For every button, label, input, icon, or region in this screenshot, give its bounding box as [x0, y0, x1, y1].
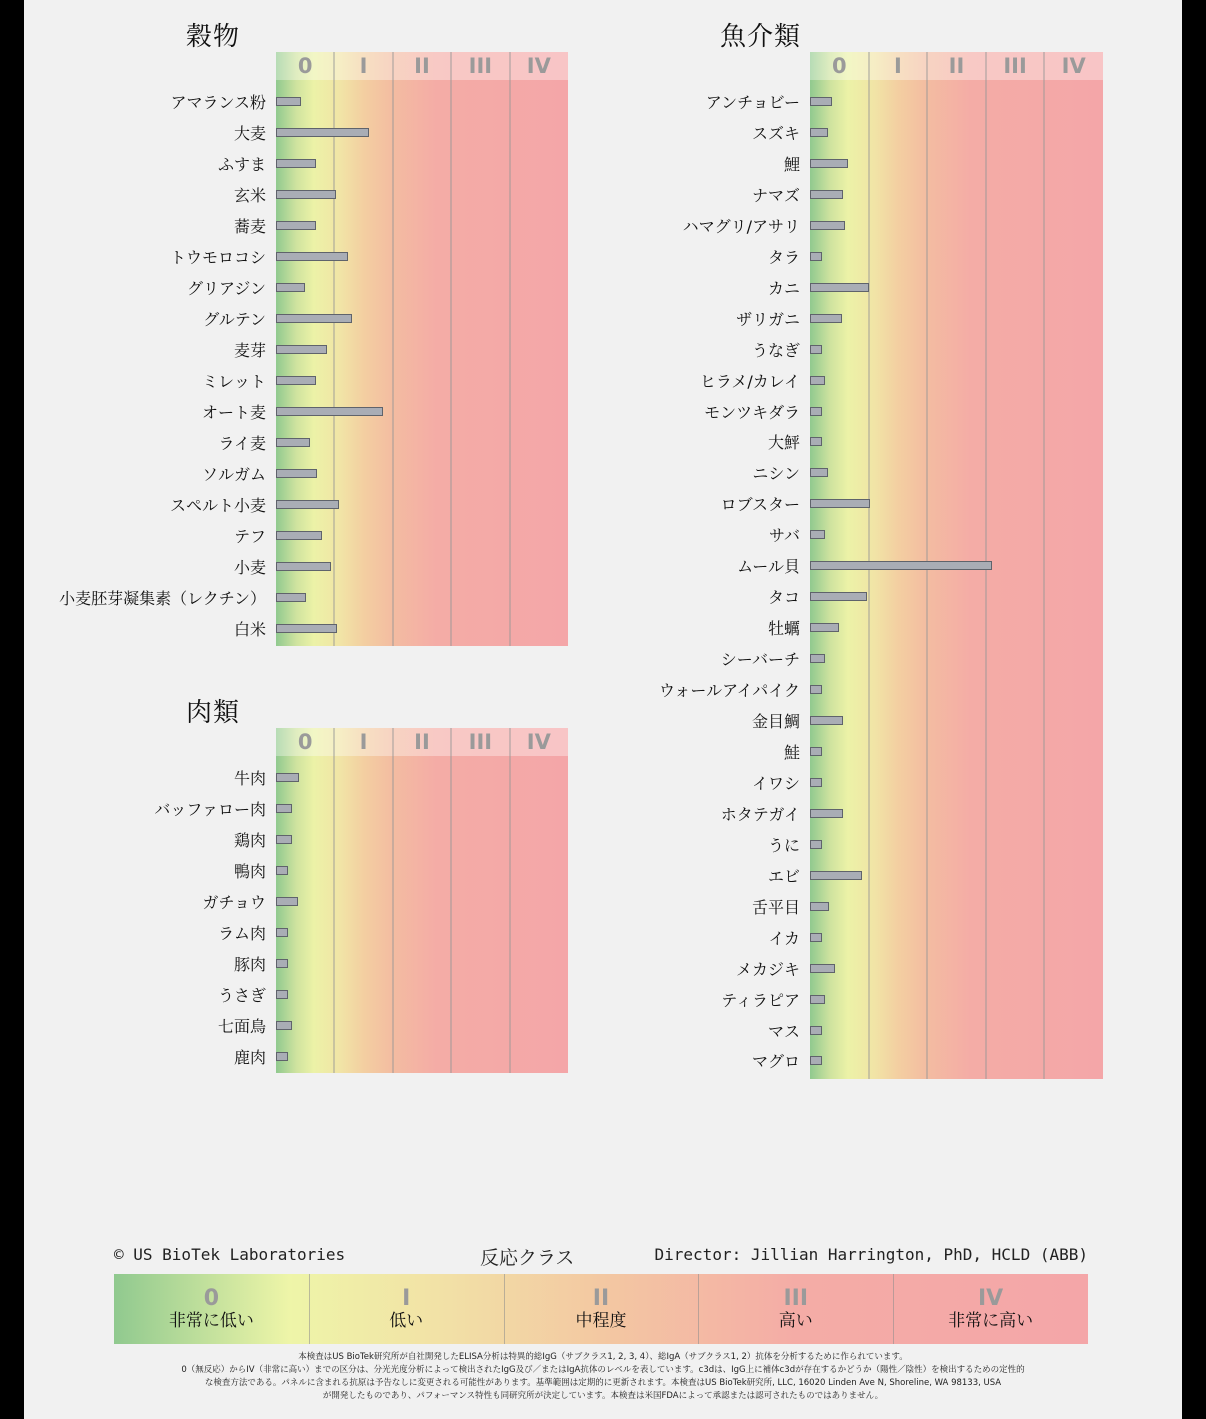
category-label: 鯉	[783, 154, 800, 174]
class-divider	[333, 728, 335, 1073]
category-label: 大鮃	[767, 433, 800, 453]
category-label: うさぎ	[217, 986, 266, 1005]
legend-class-numeral: III	[783, 1286, 809, 1311]
legend-item	[698, 1274, 893, 1344]
category-label: ナマズ	[751, 185, 800, 205]
bar	[276, 97, 301, 106]
bar	[810, 97, 832, 106]
class-divider	[509, 728, 511, 1073]
category-label: ハマグリ/アサリ	[682, 216, 800, 236]
report-page	[24, 0, 1182, 1419]
category-label: ニシン	[752, 464, 800, 484]
bar	[276, 804, 292, 813]
category-label: イワシ	[751, 773, 800, 793]
category-label: イカ	[768, 928, 800, 948]
bar	[810, 345, 822, 354]
bar	[810, 314, 842, 323]
bar	[276, 959, 288, 968]
bar	[276, 345, 327, 354]
bar	[276, 190, 336, 199]
class-label-III: III	[1003, 54, 1027, 78]
bar	[276, 159, 316, 168]
bar	[810, 840, 822, 849]
category-label: 麦芽	[233, 341, 266, 360]
class-divider	[509, 52, 511, 646]
category-label: マグロ	[751, 1052, 800, 1072]
category-label: 舌平目	[751, 897, 800, 917]
bar	[276, 1052, 288, 1061]
category-label: アマランス粉	[170, 93, 266, 112]
category-label: ザリガニ	[736, 309, 800, 329]
bar	[276, 866, 288, 875]
bar	[276, 469, 317, 478]
category-label: 小麦胚芽凝集素（レクチン）	[59, 589, 266, 608]
class-label-0: 0	[297, 730, 313, 754]
category-label: スペルト小麦	[169, 496, 266, 515]
class-label-I: I	[359, 730, 368, 754]
category-label: ライ麦	[218, 434, 266, 453]
legend-item	[504, 1274, 699, 1344]
bar	[810, 376, 825, 385]
category-label: マス	[767, 1021, 800, 1041]
category-label: ホタテガイ	[720, 804, 800, 824]
bar	[276, 376, 316, 385]
bar	[810, 623, 839, 632]
bar	[810, 1026, 822, 1035]
meat-chart	[154, 728, 568, 1073]
seafood-title: 魚介類	[720, 22, 802, 52]
category-label: 鮭	[783, 742, 800, 762]
bar	[810, 283, 869, 292]
meat-title: 肉類	[186, 698, 241, 728]
bar	[276, 562, 331, 571]
class-label-0: 0	[297, 54, 313, 78]
category-label: 鹿肉	[233, 1048, 266, 1067]
bar	[810, 592, 867, 601]
bar	[810, 407, 822, 416]
legend-divider	[893, 1274, 894, 1344]
category-label: エビ	[767, 866, 800, 886]
legend-class-numeral: II	[592, 1286, 610, 1311]
reaction-class-legend	[114, 1274, 1088, 1344]
category-label: ガチョウ	[202, 893, 266, 912]
class-label-I: I	[893, 54, 902, 78]
category-label: 玄米	[233, 186, 266, 205]
class-label-III: III	[468, 54, 493, 78]
bar	[810, 747, 822, 756]
bar	[810, 159, 848, 168]
category-label: バッファロー肉	[154, 800, 266, 819]
bar	[276, 438, 310, 447]
class-label-IV: IV	[1061, 54, 1086, 78]
bar	[810, 809, 843, 818]
category-label: ティラピア	[721, 990, 800, 1010]
category-label: ムール貝	[737, 557, 800, 577]
category-label: タラ	[767, 247, 800, 267]
category-label: ふすま	[217, 155, 266, 174]
bar	[810, 654, 825, 663]
class-label-II: II	[948, 54, 965, 78]
category-label: 大麦	[233, 124, 266, 143]
legend-divider	[309, 1274, 310, 1344]
class-divider	[333, 52, 335, 646]
bar	[276, 624, 337, 633]
bar	[276, 407, 383, 416]
category-label: 蕎麦	[233, 217, 266, 236]
bar	[276, 773, 299, 782]
bar	[276, 283, 305, 292]
category-label: メカジキ	[735, 959, 800, 979]
bar	[810, 561, 992, 570]
bar	[276, 897, 298, 906]
category-label: 牛肉	[233, 769, 266, 788]
class-label-I: I	[359, 54, 368, 78]
category-label: モンツキダラ	[704, 402, 800, 422]
legend-class-numeral: I	[402, 1286, 411, 1311]
category-label: サバ	[768, 526, 800, 546]
category-label: アンチョビー	[705, 93, 800, 112]
category-label: 小麦	[233, 558, 266, 577]
category-label: ウォールアイパイク	[659, 681, 800, 701]
disclaimer-line: な検査方法である。パネルに含まれる抗原は予告なしに変更される可能性があります。基準範囲は定期的に更新されます。本検査はUS BioTek研究所, LLC, 16020 Linden Ave N, Shoreline, WA 98133, USA	[204, 1378, 1002, 1388]
bar	[810, 902, 829, 911]
legend-class-label: 中程度	[575, 1311, 627, 1331]
class-label-II: II	[414, 54, 430, 78]
bar	[810, 499, 870, 508]
legend-class-numeral: 0	[203, 1286, 220, 1311]
legend-divider	[698, 1274, 699, 1344]
category-label: 牡蠣	[767, 619, 800, 639]
legend-class-numeral: IV	[977, 1286, 1004, 1311]
bar	[276, 593, 306, 602]
legend-title: 反応クラス	[480, 1247, 575, 1269]
bar	[276, 500, 339, 509]
category-label: ソルガム	[201, 465, 266, 484]
bar	[276, 990, 288, 999]
class-label-IV: IV	[526, 54, 551, 78]
category-label: ミレット	[202, 372, 266, 391]
seafood-chart	[659, 52, 1103, 1079]
class-divider	[450, 728, 452, 1073]
category-label: 金目鯛	[751, 712, 800, 731]
legend-class-label: 非常に低い	[168, 1311, 254, 1331]
category-label: うなぎ	[751, 340, 800, 360]
disclaimer-line: 0（無反応）からIV（非常に高い）までの区分は、分光光度分析によって検出されたIgG及び／またはIgA抗体のレベルを表しています。c3dは、IgG上に補体c3dが存在するかどうか（陽性／陰性）を検出するための定性的	[181, 1365, 1025, 1375]
category-label: 豚肉	[233, 955, 266, 974]
bar	[810, 778, 822, 787]
category-label: ヒラメ/カレイ	[699, 371, 800, 391]
category-label: トウモロコシ	[169, 248, 266, 267]
class-divider	[1043, 52, 1045, 1079]
category-label: 白米	[233, 620, 266, 639]
bar	[276, 1021, 292, 1030]
category-label: 鴨肉	[233, 862, 266, 881]
class-divider	[392, 52, 394, 646]
bar	[810, 468, 828, 477]
bar	[810, 530, 825, 539]
class-divider	[392, 728, 394, 1073]
class-label-II: II	[414, 730, 430, 754]
legend-class-label: 非常に高い	[948, 1311, 1034, 1331]
category-label: うに	[767, 835, 800, 855]
bar	[810, 1056, 822, 1065]
director-text: Director: Jillian Harrington, PhD, HCLD (ABB)	[654, 1245, 1088, 1264]
bar	[810, 437, 822, 446]
category-label: シーバーチ	[720, 650, 800, 670]
grains-chart	[59, 52, 568, 646]
legend-class-label: 高い	[778, 1311, 813, 1331]
class-label-0: 0	[831, 54, 847, 78]
class-divider	[450, 52, 452, 646]
category-label: ラム肉	[218, 924, 266, 943]
bar	[810, 871, 862, 880]
category-label: テフ	[233, 527, 266, 546]
disclaimer-line: 本検査はUS BioTek研究所が自社開発したELISA分析は特異的総IgG（サブクラス1, 2, 3, 4）、総IgA（サブクラス1, 2）抗体を分析するために作られています。	[298, 1352, 908, 1362]
bar	[276, 221, 316, 230]
grains-title: 穀物	[186, 22, 241, 52]
bar	[810, 716, 843, 725]
bar	[276, 531, 322, 540]
bar	[276, 835, 292, 844]
category-label: スズキ	[751, 123, 800, 143]
category-label: タコ	[767, 588, 800, 608]
category-label: 七面鳥	[217, 1017, 266, 1036]
bar	[810, 221, 845, 230]
bar	[810, 252, 822, 261]
category-label: 鶏肉	[233, 831, 266, 850]
bar	[810, 933, 822, 942]
bar	[810, 685, 822, 694]
bar	[276, 928, 288, 937]
legend-item	[309, 1274, 504, 1344]
bar	[810, 190, 843, 199]
legend-item	[893, 1274, 1088, 1344]
class-label-IV: IV	[526, 730, 551, 754]
bar	[276, 314, 352, 323]
copyright-text: © US BioTek Laboratories	[114, 1245, 346, 1264]
category-label: カニ	[767, 278, 800, 298]
bar	[276, 252, 348, 261]
category-label: グルテン	[203, 310, 266, 329]
class-label-III: III	[468, 730, 493, 754]
legend-class-label: 低い	[389, 1311, 424, 1331]
category-label: ロブスター	[720, 495, 800, 515]
legend-divider	[504, 1274, 505, 1344]
category-label: グリアジン	[187, 279, 266, 298]
bar	[810, 128, 828, 137]
bar	[810, 995, 825, 1004]
bar	[810, 964, 835, 973]
disclaimer-line: が開発したものであり、パフォーマンス特性も同研究所が決定しています。本検査は米国FDAによって承認または認可されたものではありません。	[322, 1391, 884, 1401]
legend-item	[114, 1274, 309, 1344]
category-label: オート麦	[201, 403, 266, 422]
bar	[276, 128, 369, 137]
reaction-gradient-background	[276, 728, 568, 1073]
